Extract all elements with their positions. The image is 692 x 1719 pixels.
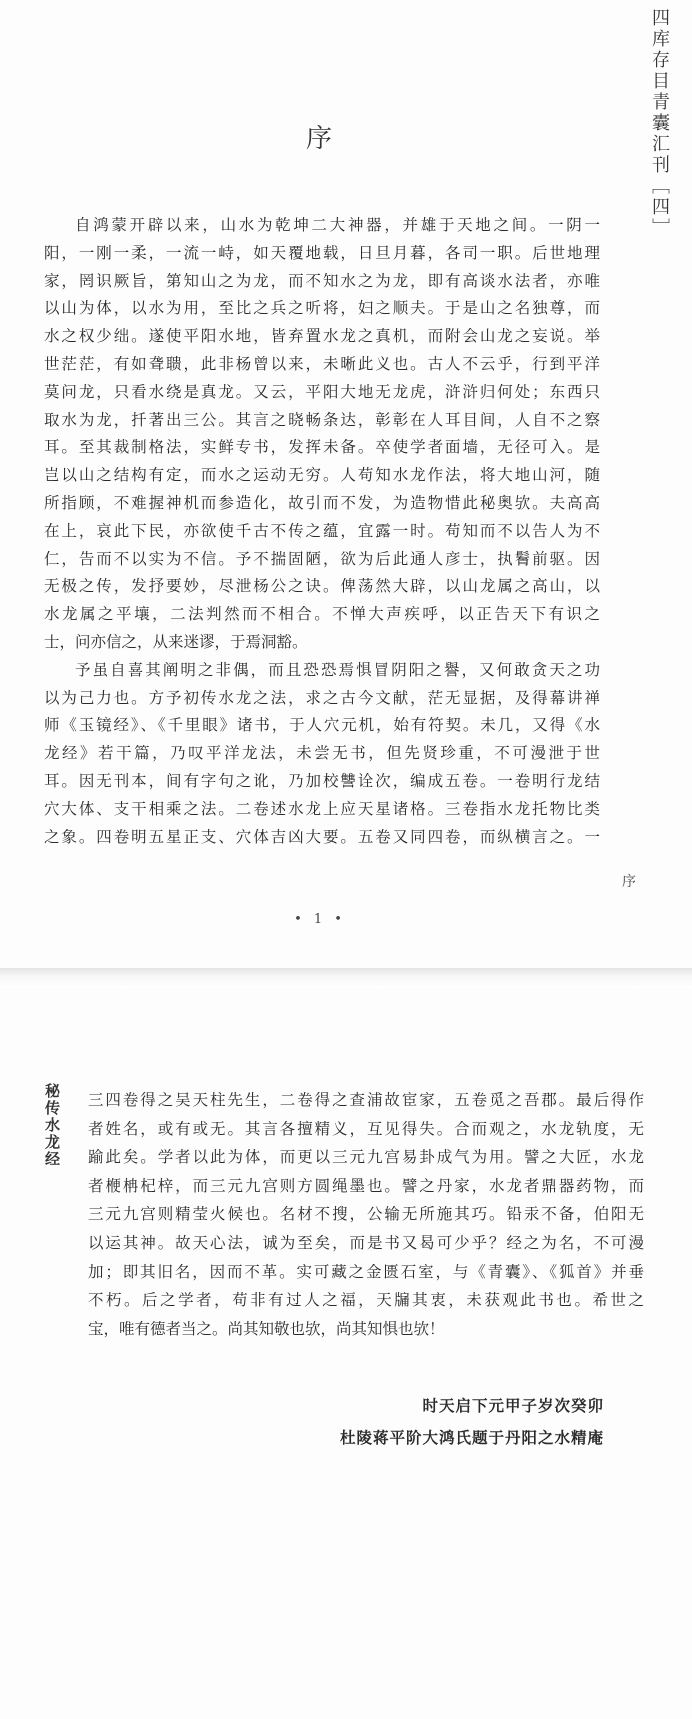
text-line: 岂以山之结构有定，而水之运动无穷。人苟知水龙作法，将大地山河，随	[44, 466, 600, 485]
series-title: 四库存目青囊汇刊［四］	[649, 8, 670, 239]
text-line: 龙经》若干篇，乃叹平洋龙法，未尝无书，但先贤珍重，不可漫泄于世	[44, 744, 600, 763]
text-line: 自鸿蒙开辟以来，山水为乾坤二大神器，并雄于天地之间。一阴一	[75, 216, 600, 234]
signature-author: 杜陵蒋平阶大鸿氏题于丹阳之水精庵	[339, 1429, 604, 1447]
margin-section-label: 序	[622, 874, 636, 890]
text-line: 耳。因无刊本，间有字句之讹，乃加校讐诠次，编成五卷。一卷明行龙结	[44, 771, 600, 790]
text-line: 阳，一刚一柔，一流一峙，如天覆地载，日旦月暮，各司一职。后世地理	[44, 243, 600, 262]
text-line: 者楩柟杞梓，而三元九宫则方圆绳墨也。譬之丹家，水龙者鼎器药物，而	[88, 1176, 644, 1195]
preface-body-continued	[88, 1086, 644, 1343]
text-line: 在上，哀此下民，亦欲使千古不传之蕴，宜露一时。苟知而不以告人为不	[44, 521, 600, 540]
text-line: 踰此矣。学者以此为体，而更以三元九宫易卦成气为用。譬之大匠，水龙	[88, 1148, 644, 1167]
text-line: 莫问龙，只看水绕是真龙。又云，平阳大地无龙虎，浒浒归何处；东西只	[44, 382, 600, 401]
text-line: 以为己力也。方予初传水龙之法，求之古今文献，茫无显据，及得幕讲禅	[44, 688, 600, 707]
text-line: 以山为体，以水为用，至比之兵之听将，妇之顺夫。于是山之名独尊，而	[44, 299, 600, 318]
page-separator	[0, 968, 692, 988]
text-line: 穴大体、支干相乘之法。二卷述水龙上应天星诸格。三卷指水龙托物比类	[44, 799, 600, 818]
text-line: 师《玉镜经》、《千里眼》诸书，于人穴元机，始有符契。未几，又得《水	[44, 716, 600, 735]
text-line: 水龙属之平壤，二法判然而不相合。不惮大声疾呼，以正告天下有识之	[44, 605, 600, 624]
preface-body	[44, 212, 600, 851]
text-line: 之象。四卷明五星正支、穴体吉凶大要。五卷又同四卷，而纵横言之。一	[44, 827, 600, 846]
text-line: 无极之传，发抒要妙，尽泄杨公之诀。俾荡然大辟，以山龙属之高山，以	[44, 577, 600, 596]
text-line: 世茫茫，有如聋聩，此非杨曾以来，未晰此义也。古人不云乎，行到平洋	[44, 354, 600, 373]
text-line: 以运其神。故天心法，诚为至矣，而是书又曷可少乎？经之为名，不可漫	[88, 1233, 644, 1252]
text-line: 仁，告而不以实为不信。予不揣固陋，欲为后此通人彦士，执鬌前驱。因	[44, 549, 600, 568]
text-line: 士，问亦信之，从来迷谬，于焉洞豁。	[44, 632, 308, 651]
text-line: 不朽。后之学者，苟非有过人之福，天牖其衷，未获观此书也。希世之	[88, 1291, 644, 1310]
text-line: 加；即其旧名，因而不革。实可藏之金匮石室，与《青囊》、《狐首》并垂	[88, 1262, 644, 1281]
signature-date: 时天启下元甲子岁次癸卯	[422, 1397, 604, 1415]
text-line: 者姓名，或有或无。其言各擅精义，互见得失。合而观之，水龙轨度，无	[88, 1119, 644, 1138]
text-line: 宝，唯有德者当之。尚其知敬也欤，尚其知惧也欤！	[88, 1319, 445, 1338]
text-line: 水之权少绌。遂使平阳水地，皆弃置水龙之真机，而附会山龙之妄说。举	[44, 327, 600, 346]
text-line: 予虽自喜其阐明之非偶，而且恐恐焉惧冒阴阳之譽，又何敢贪天之功	[75, 660, 600, 679]
text-line: 三元九宫则精莹火候也。名材不搜，公输无所施其巧。铅汞不备，伯阳无	[88, 1205, 644, 1224]
text-line: 三四卷得之吴天柱先生，二卷得之查浦故宦家，五卷觅之吾郡。最后得作	[88, 1091, 644, 1109]
page-number: • 1 •	[294, 912, 346, 927]
preface-title: 序	[305, 124, 334, 154]
text-line: 家，罔识厥旨，第知山之为龙，而不知水之为龙，即有高谈水法者，亦唯	[44, 271, 600, 290]
book-sidebar-title: 秘传水龙经	[43, 1083, 61, 1168]
text-line: 耳。至其裁制格法，实鲜专书，发挥未备。卒使学者面墙，无径可入。是	[44, 438, 600, 457]
text-line: 取水为龙，扦著出三公。其言之晓畅条达，彰彰在人耳目间，人自不之察	[44, 410, 600, 429]
text-line: 所指顾，不难握神机而参造化，故引而不发，为造物惜此秘奥欤。夫高高	[44, 493, 600, 512]
